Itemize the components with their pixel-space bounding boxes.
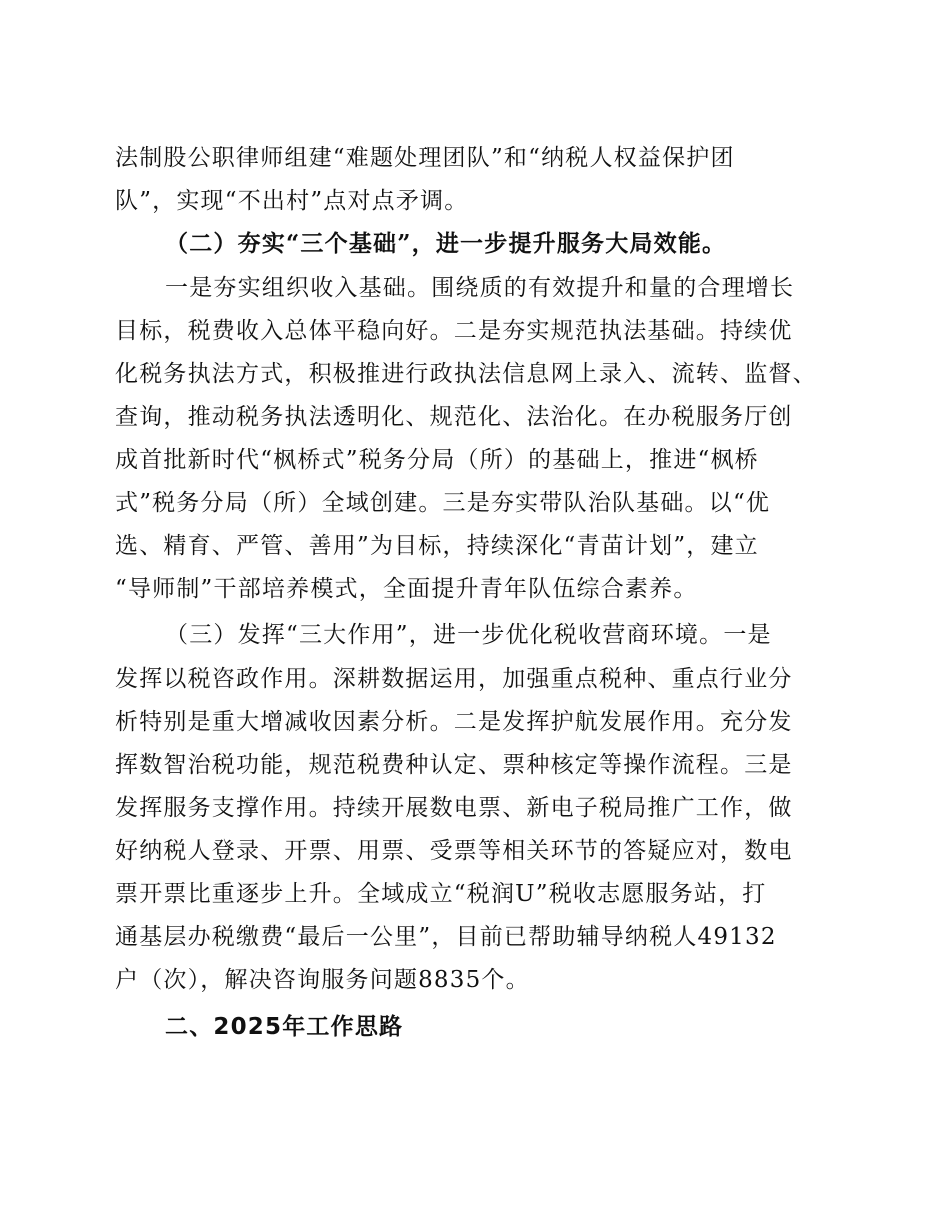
- text-line: 法制股公职律师组建“难题处理团队”和“纳税人权益保护团: [115, 145, 735, 171]
- text-line: 查询，推动税务执法透明化、规范化、法治化。在办税服务厅创: [115, 404, 793, 430]
- text-line: 选、精育、严管、善用”为目标，持续深化“青苗计划”，建立: [115, 533, 759, 559]
- text-line: 票开票比重逐步上升。全域成立“税润U”税收志愿服务站，打: [115, 881, 767, 907]
- text-line: 队”，实现“不出村”点对点矛调。: [115, 188, 469, 214]
- text-line: 成首批新时代“枫桥式”税务分局（所）的基础上，推进“枫桥: [115, 447, 759, 473]
- text-line: 挥数智治税功能，规范税费种认定、票种核定等操作流程。三是: [115, 752, 793, 778]
- text-line: 式”税务分局（所）全域创建。三是夯实带队治队基础。以“优: [115, 490, 771, 516]
- text-line: 目标，税费收入总体平稳向好。二是夯实规范执法基础。持续优: [115, 318, 793, 344]
- text-line: 户（次），解决咨询服务问题8835个。: [115, 967, 530, 993]
- text-line: 发挥以税咨政作用。深耕数据运用，加强重点税种、重点行业分: [115, 666, 793, 692]
- chapter-heading: 二、2025年工作思路: [165, 1014, 404, 1040]
- section-heading-2: （二）夯实“三个基础”，进一步提升服务大局效能。: [165, 230, 727, 257]
- text-line: 好纳税人登录、开票、用票、受票等相关环节的答疑应对，数电: [115, 838, 793, 864]
- text-line: 析特别是重大增减收因素分析。二是发挥护航发展作用。充分发: [115, 709, 793, 735]
- text-line: 一是夯实组织收入基础。围绕质的有效提升和量的合理增长: [165, 275, 795, 301]
- text-line: “导师制”干部培养模式，全面提升青年队伍综合素养。: [115, 576, 698, 602]
- text-line: 化税务执法方式，积极推进行政执法信息网上录入、流转、监督、: [115, 361, 817, 387]
- text-line: 通基层办税缴费“最后一公里”，目前已帮助辅导纳税人49132: [115, 924, 777, 950]
- text-line: 发挥服务支撑作用。持续开展数电票、新电子税局推广工作，做: [115, 795, 793, 821]
- section-heading-3: （三）发挥“三大作用”，进一步优化税收营商环境。一是: [165, 622, 772, 648]
